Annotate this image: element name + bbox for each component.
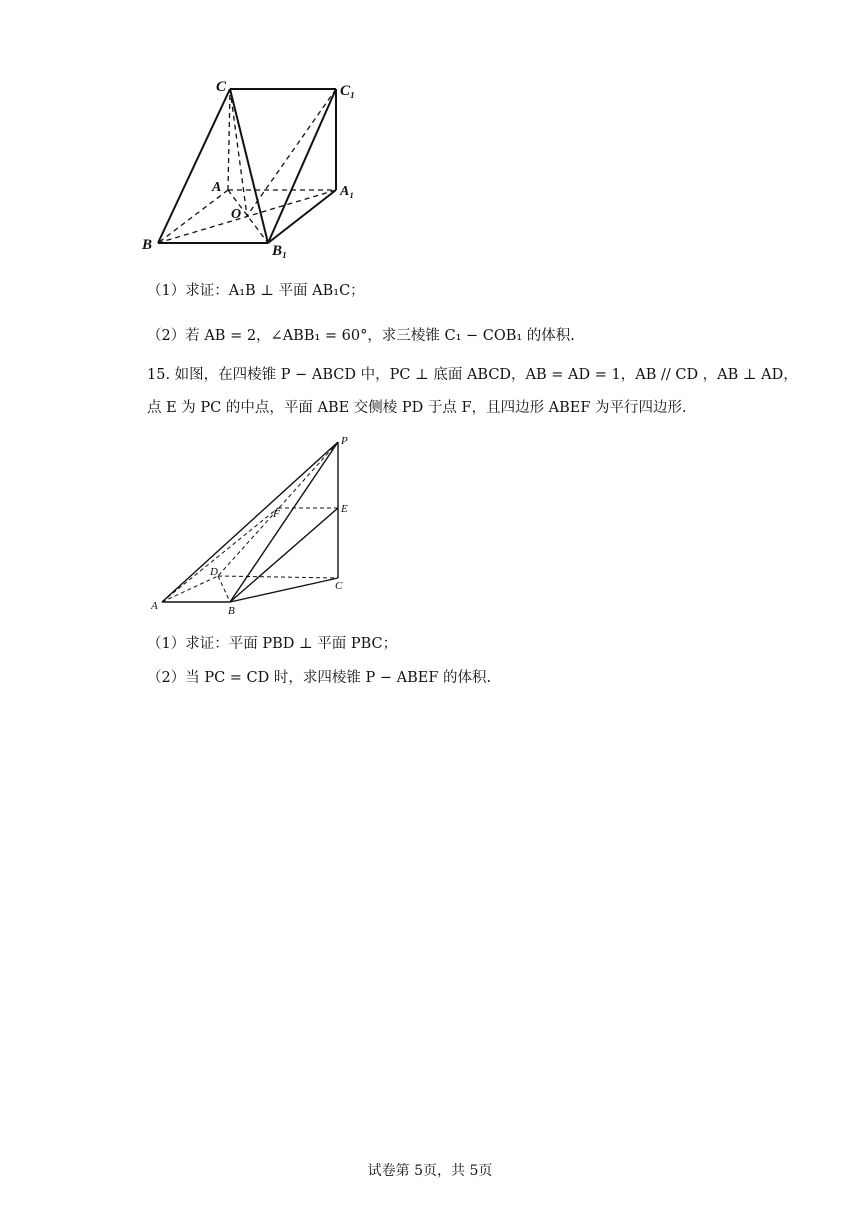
edge-C-B bbox=[158, 89, 230, 243]
page-footer: 试卷第 5页，共 5页 bbox=[367, 1163, 493, 1179]
q14-part2: （2）若 AB = 2，∠ABB₁ = 60°，求三棱锥 C₁ − COB₁ 的体积. bbox=[147, 328, 575, 344]
pyramid-figure bbox=[148, 432, 358, 622]
label-A: A bbox=[151, 600, 158, 612]
label-E: E bbox=[341, 503, 348, 515]
q15-part2: （2）当 PC = CD 时，求四棱锥 P − ABEF 的体积. bbox=[147, 670, 492, 686]
edge-C1-B1 bbox=[268, 89, 336, 243]
label-A1: A₁ bbox=[340, 184, 355, 199]
label-C: C bbox=[335, 580, 343, 592]
prism-figure bbox=[140, 75, 370, 265]
q15-stem-line1: 15. 如图，在四棱锥 P − ABCD 中，PC ⊥ 底面 ABCD，AB = AD = 1，AB // CD ，AB ⊥ AD， bbox=[147, 367, 798, 383]
edge-B-C bbox=[230, 578, 338, 602]
label-C1: C₁ bbox=[340, 83, 356, 99]
edge-D-C bbox=[218, 576, 338, 578]
label-P: P bbox=[341, 435, 348, 447]
label-O: O bbox=[231, 207, 242, 222]
edge-A-C bbox=[228, 89, 230, 190]
label-B: B bbox=[228, 605, 235, 617]
edge-D-B bbox=[218, 576, 230, 602]
edge-B-A1 bbox=[158, 190, 336, 243]
label-D: D bbox=[210, 566, 218, 578]
edge-A1-B1 bbox=[268, 190, 336, 243]
label-A: A bbox=[212, 180, 222, 195]
edge-A-F bbox=[162, 508, 278, 602]
edge-C1-O bbox=[247, 89, 336, 216]
q15-part1: （1）求证：平面 PBD ⊥ 平面 PBC； bbox=[147, 636, 398, 652]
label-C: C bbox=[216, 79, 227, 95]
label-B1: B₁ bbox=[272, 243, 288, 259]
label-F: F bbox=[273, 508, 280, 520]
edge-A-B bbox=[158, 190, 228, 243]
edge-C-O bbox=[230, 89, 247, 216]
q14-part1: （1）求证：A₁B ⊥ 平面 AB₁C； bbox=[147, 283, 365, 299]
label-B: B bbox=[142, 237, 153, 253]
q15-stem-line2: 点 E 为 PC 的中点，平面 ABE 交侧棱 PD 于点 F，且四边形 ABEF 为平行四边形. bbox=[147, 400, 687, 416]
